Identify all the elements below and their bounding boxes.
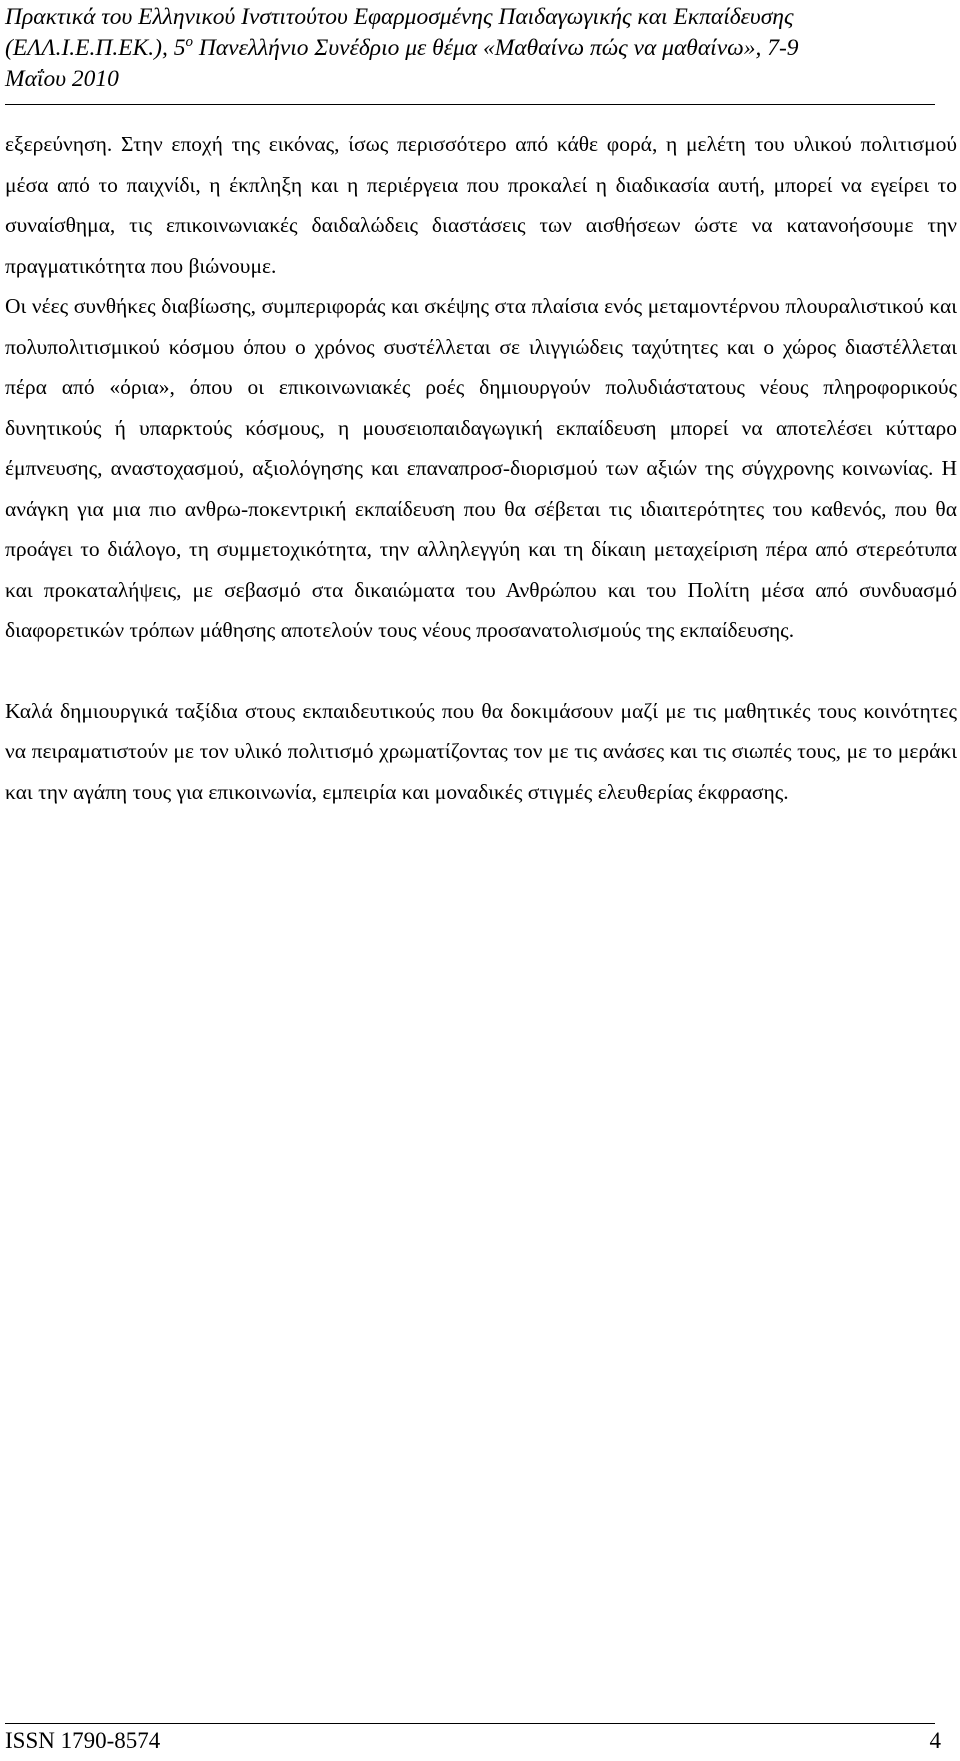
paragraph-2: Οι νέες συνθήκες διαβίωσης, συμπεριφοράς και σκέψης στα πλαίσια ενός μεταμοντέρνου πλουραλιστικού και πολυπολιτισμικού κόσμου όπου ο χρόνος συστέλλεται σε ιλιγγιώδεις ταχύτητες και ο χώρος διαστέλλεται πέρα από «όρια», όπου οι επικοινωνιακές ροές δημιουργούν πολυδιάστατους νέους πληροφορικούς δυνητικούς ή υπαρκτούς κόσμους, η μουσειοπαιδαγωγική εκπαίδευση μπορεί να αποτελέσει κύτταρο έμπνευσης, αναστοχασμού, αξιολόγησης και επαναπροσ-διορισμού των αξιών της σύγχρονης κοινωνίας. Η ανάγκη για μια πιο ανθρω-ποκεντρική εκπαίδευση που θα σέβεται τις ιδιαιτερότητες του καθενός, που θα προάγει το διάλογο, τη συμμετοχικότητα, την αλληλεγγύη και τη δίκαιη μεταχείριση πέρα από στερεότυπα και προκαταλήψεις, με σεβασμό στα δικαιώματα του Ανθρώπου και του Πολίτη μέσα από συνδυασμό διαφορετικών τρόπων μάθησης αποτελούν τους νέους προσανατολισμούς της εκπαίδευσης. <box>5 294 957 642</box>
header-ordinal-superscript: ο <box>185 34 193 51</box>
page-number: 4 <box>929 1728 941 1753</box>
paragraph-3: Καλά δημιουργικά ταξίδια στους εκπαιδευτικούς που θα δοκιμάσουν μαζί με τις μαθητικές τους κοινότητες να πειραματιστούν με τον υλικό πολιτισμό χρωματίζοντας τον με τις ανάσες και τις σιωπές τους, με το μεράκι και την αγάπη τους για επικοινωνία, εμπειρία και μοναδικές στιγμές ελευθερίας έκφρασης. <box>5 698 957 804</box>
header-line-2-start: (ΕΛΛ.Ι.Ε.Π.ΕΚ.), 5 <box>5 35 186 61</box>
header-line-2 <box>5 33 935 64</box>
paragraph-1: εξερεύνηση. Στην εποχή της εικόνας, ίσως περισσότερο από κάθε φορά, η μελέτη του υλικού πολιτισμού μέσα από το παιχνίδι, η έκπληξη και η περιέργεια που προκαλεί η διαδικασία αυτή, μπορεί να εγείρει το συναίσθημα, τις επικοινωνιακές δαιδαλώδεις διαστάσεις των αισθήσεων ώστε να κατανοήσουμε την πραγματικότητα που βιώνουμε. <box>5 132 957 278</box>
header-line-1: Πρακτικά του Ελληνικού Ινστιτούτου Εφαρμοσμένης Παιδαγωγικής και Εκπαίδευσης <box>5 4 794 30</box>
header-line-3: Μαΐου 2010 <box>5 66 119 92</box>
page-body <box>5 124 957 812</box>
running-header <box>5 2 935 95</box>
header-line-2-end: Πανελλήνιο Συνέδριο με θέμα «Μαθαίνω πώς να μαθαίνω», 7-9 <box>192 35 799 61</box>
header-divider <box>5 104 935 105</box>
footer-issn: ISSN 1790-8574 <box>5 1728 161 1753</box>
